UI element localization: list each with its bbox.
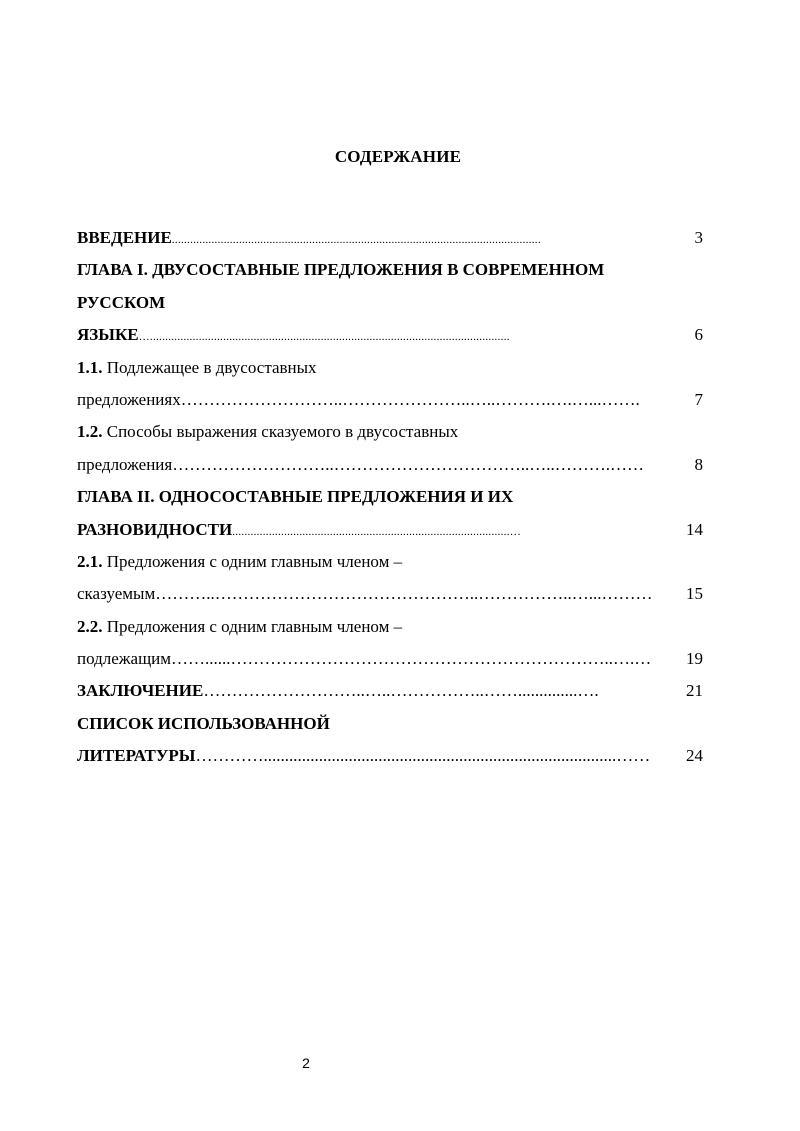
toc-entry-title: ГЛАВА I. ДВУСОСТАВНЫЕ ПРЕДЛОЖЕНИЯ В СОВРЕМЕННОМ (77, 260, 605, 280)
toc-page-number: 21 (686, 681, 703, 701)
toc-entry-title: подлежащим (77, 649, 172, 669)
toc-page-number: 19 (686, 649, 703, 669)
toc-leader: ......................................................................................................................... (171, 234, 541, 246)
toc-entry-title: предложениях (77, 389, 181, 409)
toc-entry-title: Способы выражения сказуемого в двусоставных (102, 422, 459, 442)
toc-entry-section-1-1[interactable] (77, 352, 703, 384)
toc-entry-section-1-2[interactable] (77, 416, 703, 448)
toc-entry-title: ЯЗЫКЕ (77, 325, 139, 345)
toc-leader: ………………………..……………………………..…..……….…… (172, 454, 644, 474)
toc-leader: ……......…………………………………………………………..….… (171, 649, 652, 669)
toc-entry-section-2-1[interactable] (77, 546, 703, 578)
toc-section-number: 1.1. (77, 357, 103, 377)
toc-leader: …………...................................................................................…… (195, 746, 651, 766)
toc-entry-title: ГЛАВА II. ОДНОСОСТАВНЫЕ ПРЕДЛОЖЕНИЯ И ИХ (77, 487, 514, 507)
toc-entry-title: РУССКОМ (77, 292, 166, 312)
toc-page-number: 14 (686, 519, 703, 539)
toc-entry-section-2-2-cont[interactable] (77, 643, 703, 675)
toc-section-number: 2.2. (77, 616, 103, 636)
toc-entry-title: ЗАКЛЮЧЕНИЕ (77, 681, 204, 701)
toc-leader: …...................................................................................................................... (138, 331, 510, 344)
page-title: СОДЕРЖАНИЕ (334, 147, 462, 166)
toc-entry-introduction[interactable] (77, 222, 703, 254)
toc-leader: ...........................................................................................… (232, 525, 522, 538)
toc-leader: ………..………………………………………..……………..…...……… (155, 584, 653, 604)
toc-page-number: 8 (694, 454, 703, 474)
toc-entry-section-1-2-cont[interactable] (77, 449, 703, 481)
toc-leader: ………………………..…..……………..……..............…. (203, 681, 599, 701)
toc-entry-chapter-2-line[interactable] (77, 514, 703, 546)
toc-entry-title: ЛИТЕРАТУРЫ (77, 746, 196, 766)
toc-entry-chapter-1-line[interactable] (77, 319, 703, 351)
toc-page-number: 3 (694, 228, 703, 247)
toc-entry-references-line[interactable] (77, 740, 703, 772)
toc-page-number: 6 (694, 325, 703, 345)
toc-entry-title: РАЗНОВИДНОСТИ (77, 519, 233, 539)
toc-entry-chapter-2-line[interactable] (77, 481, 703, 513)
toc-page-number: 24 (686, 746, 703, 766)
toc-entry-title: Предложения с одним главным членом – (102, 551, 403, 571)
toc-entry-title: предложения (77, 454, 173, 474)
toc-entry-chapter-1-line[interactable] (77, 254, 703, 286)
toc-entry-title: сказуемым (77, 584, 156, 604)
toc-entry-section-2-2[interactable] (77, 611, 703, 643)
toc-page-number: 15 (686, 584, 703, 604)
page-number-footer: 2 (302, 1055, 310, 1071)
toc-entry-section-2-1-cont[interactable] (77, 578, 703, 610)
toc-section-number: 2.1. (77, 551, 103, 571)
toc-leader: ………………………..…………………..…..……….….…...……. (180, 389, 640, 409)
toc-section-number: 1.2. (77, 422, 103, 442)
toc-entry-chapter-1-line[interactable] (77, 287, 703, 319)
toc-entry-references-line[interactable] (77, 708, 703, 740)
toc-entry-title: Подлежащее в двусоставных (102, 357, 317, 377)
table-of-contents (77, 222, 703, 773)
toc-entry-title: ВВЕДЕНИЕ (77, 228, 172, 247)
toc-entry-conclusion[interactable] (77, 675, 703, 707)
toc-page-number: 7 (694, 389, 703, 409)
toc-entry-title: СПИСОК ИСПОЛЬЗОВАННОЙ (77, 713, 330, 733)
toc-entry-title: Предложения с одним главным членом – (102, 616, 403, 636)
toc-entry-section-1-1-cont[interactable] (77, 384, 703, 416)
